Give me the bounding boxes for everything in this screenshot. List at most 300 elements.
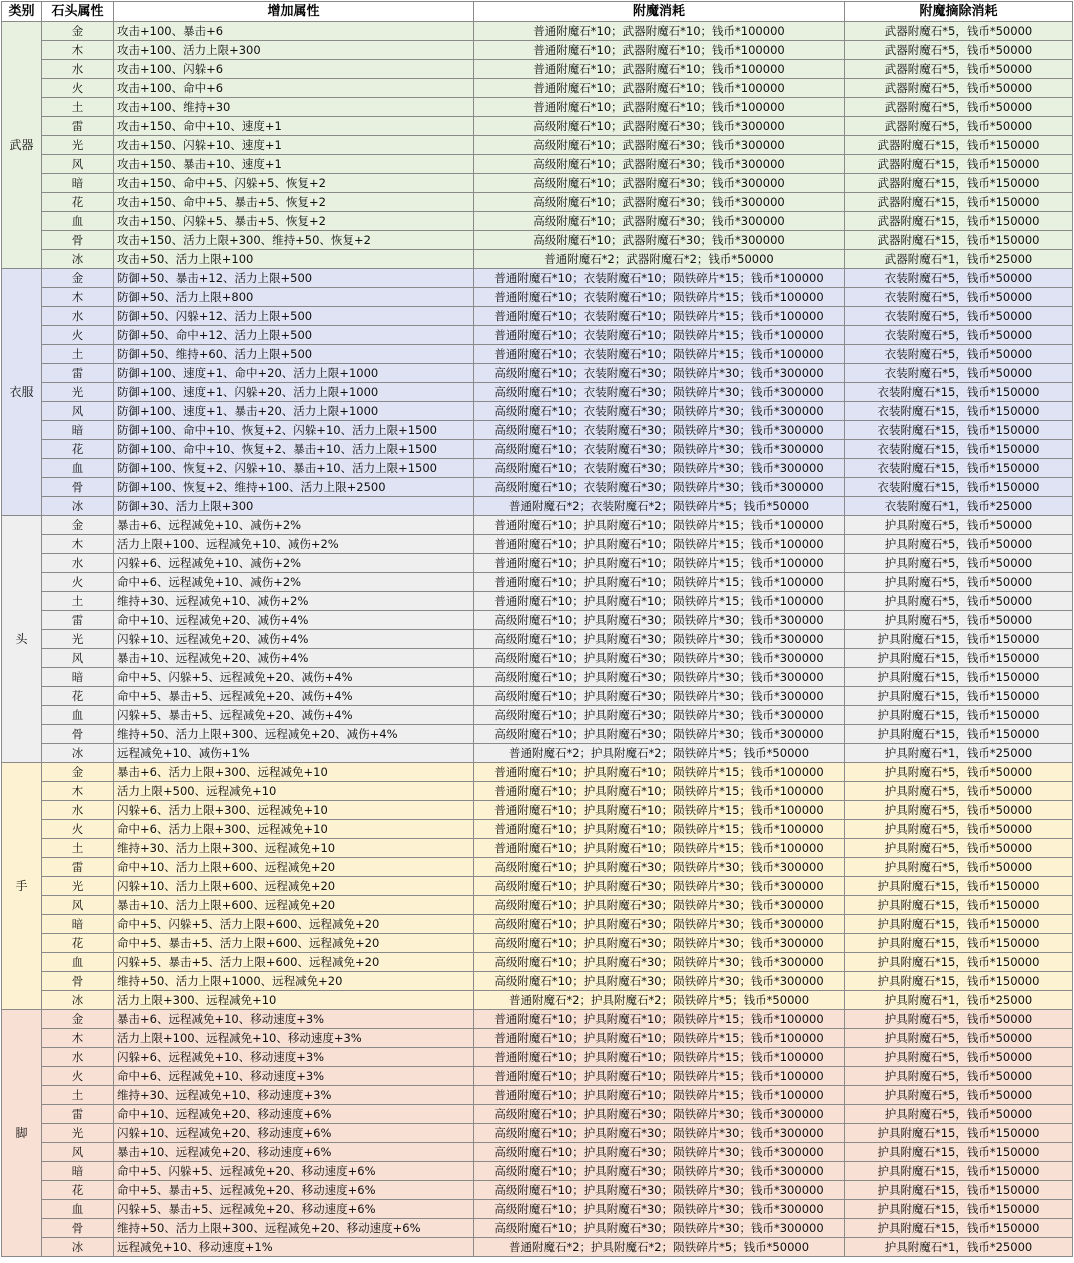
table-row — [2, 326, 1073, 345]
remove-cost-cell: 武器附魔石*1，钱币*25000 — [845, 250, 1073, 269]
category-cell: 脚 — [2, 1010, 42, 1257]
remove-cost-cell: 护具附魔石*5，钱币*50000 — [845, 858, 1073, 877]
table-header — [2, 2, 1073, 22]
attribute-cell: 攻击+50、活力上限+100 — [114, 250, 474, 269]
enchant-cost-cell: 普通附魔石*10；护具附魔石*10；陨铁碎片*15；钱币*100000 — [474, 573, 845, 592]
enchant-cost-cell: 普通附魔石*10；护具附魔石*10；陨铁碎片*15；钱币*100000 — [474, 839, 845, 858]
enchant-cost-cell: 高级附魔石*10；衣装附魔石*30；陨铁碎片*30；钱币*300000 — [474, 383, 845, 402]
table-row — [2, 535, 1073, 554]
enchant-cost-cell: 高级附魔石*10；护具附魔石*30；陨铁碎片*30；钱币*300000 — [474, 649, 845, 668]
enchant-cost-cell: 普通附魔石*10；衣装附魔石*10；陨铁碎片*15；钱币*100000 — [474, 307, 845, 326]
enchant-cost-cell: 高级附魔石*10；武器附魔石*30；钱币*300000 — [474, 193, 845, 212]
remove-cost-cell: 衣装附魔石*15，钱币*150000 — [845, 440, 1073, 459]
enchant-cost-cell: 高级附魔石*10；护具附魔石*30；陨铁碎片*30；钱币*300000 — [474, 896, 845, 915]
attribute-cell: 暴击+10、远程减免+20、减伤+4% — [114, 649, 474, 668]
attribute-cell: 防御+100、恢复+2、维持+100、活力上限+2500 — [114, 478, 474, 497]
attribute-cell: 命中+10、活力上限+600、远程减免+20 — [114, 858, 474, 877]
stone-cell: 火 — [42, 1067, 114, 1086]
category-cell: 衣服 — [2, 269, 42, 516]
attribute-cell: 防御+50、命中+12、活力上限+500 — [114, 326, 474, 345]
table-row — [2, 383, 1073, 402]
enchant-cost-cell: 高级附魔石*10；护具附魔石*30；陨铁碎片*30；钱币*300000 — [474, 1200, 845, 1219]
table-row — [2, 1200, 1073, 1219]
remove-cost-cell: 护具附魔石*5，钱币*50000 — [845, 1010, 1073, 1029]
table-row — [2, 668, 1073, 687]
remove-cost-cell: 护具附魔石*15，钱币*150000 — [845, 687, 1073, 706]
stone-cell: 花 — [42, 1181, 114, 1200]
attribute-cell: 维持+30、远程减免+10、移动速度+3% — [114, 1086, 474, 1105]
stone-cell: 风 — [42, 1143, 114, 1162]
stone-cell: 光 — [42, 136, 114, 155]
attribute-cell: 闪躲+6、远程减免+10、移动速度+3% — [114, 1048, 474, 1067]
stone-cell: 雷 — [42, 364, 114, 383]
remove-cost-cell: 护具附魔石*15，钱币*150000 — [845, 1219, 1073, 1238]
table-row — [2, 706, 1073, 725]
remove-cost-cell: 武器附魔石*15，钱币*150000 — [845, 155, 1073, 174]
remove-cost-cell: 护具附魔石*5，钱币*50000 — [845, 1105, 1073, 1124]
enchant-cost-cell: 高级附魔石*10；衣装附魔石*30；陨铁碎片*30；钱币*300000 — [474, 421, 845, 440]
attribute-cell: 远程减免+10、移动速度+1% — [114, 1238, 474, 1257]
remove-cost-cell: 护具附魔石*5，钱币*50000 — [845, 1067, 1073, 1086]
enchant-cost-cell: 普通附魔石*2；护具附魔石*2；陨铁碎片*5；钱币*50000 — [474, 991, 845, 1010]
stone-cell: 金 — [42, 269, 114, 288]
table-row — [2, 402, 1073, 421]
header-added-attribute: 增加属性 — [114, 2, 474, 22]
attribute-cell: 暴击+6、远程减免+10、减伤+2% — [114, 516, 474, 535]
stone-cell: 花 — [42, 193, 114, 212]
table-row — [2, 649, 1073, 668]
stone-cell: 花 — [42, 440, 114, 459]
table-row — [2, 22, 1073, 41]
table-row — [2, 839, 1073, 858]
enchant-cost-cell: 高级附魔石*10；武器附魔石*30；钱币*300000 — [474, 231, 845, 250]
table-row — [2, 497, 1073, 516]
remove-cost-cell: 武器附魔石*5，钱币*50000 — [845, 22, 1073, 41]
table-row — [2, 934, 1073, 953]
table-row — [2, 250, 1073, 269]
remove-cost-cell: 护具附魔石*15，钱币*150000 — [845, 972, 1073, 991]
table-row — [2, 478, 1073, 497]
enchant-cost-cell: 普通附魔石*10；武器附魔石*10；钱币*100000 — [474, 41, 845, 60]
category-group — [2, 516, 1073, 763]
stone-cell: 花 — [42, 934, 114, 953]
attribute-cell: 维持+30、活力上限+300、远程减免+10 — [114, 839, 474, 858]
stone-cell: 暗 — [42, 915, 114, 934]
attribute-cell: 闪躲+10、活力上限+600、远程减免+20 — [114, 877, 474, 896]
category-group — [2, 269, 1073, 516]
attribute-cell: 闪躲+5、暴击+5、活力上限+600、远程减免+20 — [114, 953, 474, 972]
table-row — [2, 991, 1073, 1010]
remove-cost-cell: 护具附魔石*15，钱币*150000 — [845, 896, 1073, 915]
attribute-cell: 攻击+100、命中+6 — [114, 79, 474, 98]
enchant-cost-cell: 高级附魔石*10；护具附魔石*30；陨铁碎片*30；钱币*300000 — [474, 668, 845, 687]
table-row — [2, 896, 1073, 915]
stone-cell: 土 — [42, 345, 114, 364]
enchant-cost-cell: 高级附魔石*10；武器附魔石*30；钱币*300000 — [474, 212, 845, 231]
stone-cell: 骨 — [42, 231, 114, 250]
table-row — [2, 79, 1073, 98]
stone-cell: 光 — [42, 383, 114, 402]
attribute-cell: 命中+5、暴击+5、活力上限+600、远程减免+20 — [114, 934, 474, 953]
table-row — [2, 1162, 1073, 1181]
attribute-cell: 防御+100、命中+10、恢复+2、暴击+10、活力上限+1500 — [114, 440, 474, 459]
remove-cost-cell: 护具附魔石*15，钱币*150000 — [845, 1181, 1073, 1200]
attribute-cell: 暴击+6、活力上限+300、远程减免+10 — [114, 763, 474, 782]
remove-cost-cell: 护具附魔石*15，钱币*150000 — [845, 915, 1073, 934]
table-row — [2, 1124, 1073, 1143]
remove-cost-cell: 护具附魔石*5，钱币*50000 — [845, 782, 1073, 801]
attribute-cell: 远程减免+10、减伤+1% — [114, 744, 474, 763]
table-row — [2, 212, 1073, 231]
stone-cell: 光 — [42, 1124, 114, 1143]
remove-cost-cell: 护具附魔石*1，钱币*25000 — [845, 1238, 1073, 1257]
table-row — [2, 858, 1073, 877]
enchant-cost-cell: 普通附魔石*10；武器附魔石*10；钱币*100000 — [474, 22, 845, 41]
enchant-cost-cell: 普通附魔石*10；护具附魔石*10；陨铁碎片*15；钱币*100000 — [474, 820, 845, 839]
attribute-cell: 攻击+150、命中+10、速度+1 — [114, 117, 474, 136]
enchant-cost-cell: 普通附魔石*10；武器附魔石*10；钱币*100000 — [474, 98, 845, 117]
remove-cost-cell: 护具附魔石*15，钱币*150000 — [845, 1124, 1073, 1143]
table-row — [2, 440, 1073, 459]
stone-cell: 水 — [42, 801, 114, 820]
attribute-cell: 命中+10、远程减免+20、减伤+4% — [114, 611, 474, 630]
remove-cost-cell: 衣装附魔石*5，钱币*50000 — [845, 269, 1073, 288]
table-row — [2, 573, 1073, 592]
attribute-cell: 命中+5、闪躲+5、活力上限+600、远程减免+20 — [114, 915, 474, 934]
attribute-cell: 防御+100、命中+10、恢复+2、闪躲+10、活力上限+1500 — [114, 421, 474, 440]
attribute-cell: 暴击+10、活力上限+600、远程减免+20 — [114, 896, 474, 915]
remove-cost-cell: 武器附魔石*5，钱币*50000 — [845, 60, 1073, 79]
stone-cell: 暗 — [42, 668, 114, 687]
attribute-cell: 命中+6、远程减免+10、移动速度+3% — [114, 1067, 474, 1086]
enchant-cost-cell: 高级附魔石*10；护具附魔石*30；陨铁碎片*30；钱币*300000 — [474, 725, 845, 744]
stone-cell: 木 — [42, 41, 114, 60]
enchant-cost-cell: 普通附魔石*10；护具附魔石*10；陨铁碎片*15；钱币*100000 — [474, 516, 845, 535]
table-row — [2, 782, 1073, 801]
category-group — [2, 1010, 1073, 1257]
enchant-cost-cell: 高级附魔石*10；武器附魔石*30；钱币*300000 — [474, 174, 845, 193]
table-row — [2, 1181, 1073, 1200]
enchant-cost-cell: 普通附魔石*10；护具附魔石*10；陨铁碎片*15；钱币*100000 — [474, 1048, 845, 1067]
enchant-cost-cell: 普通附魔石*10；护具附魔石*10；陨铁碎片*15；钱币*100000 — [474, 763, 845, 782]
stone-cell: 雷 — [42, 611, 114, 630]
attribute-cell: 命中+10、远程减免+20、移动速度+6% — [114, 1105, 474, 1124]
attribute-cell: 防御+30、活力上限+300 — [114, 497, 474, 516]
attribute-cell: 维持+50、活力上限+300、远程减免+20、移动速度+6% — [114, 1219, 474, 1238]
stone-cell: 血 — [42, 212, 114, 231]
table-row — [2, 1143, 1073, 1162]
enchant-cost-cell: 普通附魔石*10；护具附魔石*10；陨铁碎片*15；钱币*100000 — [474, 1067, 845, 1086]
attribute-cell: 攻击+150、活力上限+300、维持+50、恢复+2 — [114, 231, 474, 250]
remove-cost-cell: 武器附魔石*5，钱币*50000 — [845, 79, 1073, 98]
enchant-cost-cell: 高级附魔石*10；护具附魔石*30；陨铁碎片*30；钱币*300000 — [474, 1181, 845, 1200]
attribute-cell: 闪躲+6、远程减免+10、减伤+2% — [114, 554, 474, 573]
table-row — [2, 231, 1073, 250]
remove-cost-cell: 护具附魔石*15，钱币*150000 — [845, 953, 1073, 972]
remove-cost-cell: 护具附魔石*5，钱币*50000 — [845, 1048, 1073, 1067]
remove-cost-cell: 护具附魔石*15，钱币*150000 — [845, 1200, 1073, 1219]
table-row — [2, 288, 1073, 307]
stone-cell: 冰 — [42, 1238, 114, 1257]
stone-cell: 光 — [42, 630, 114, 649]
stone-cell: 冰 — [42, 250, 114, 269]
table-row — [2, 364, 1073, 383]
attribute-cell: 防御+100、速度+1、闪躲+20、活力上限+1000 — [114, 383, 474, 402]
table-row — [2, 801, 1073, 820]
stone-cell: 水 — [42, 60, 114, 79]
enchant-cost-cell: 高级附魔石*10；护具附魔石*30；陨铁碎片*30；钱币*300000 — [474, 706, 845, 725]
remove-cost-cell: 衣装附魔石*1，钱币*25000 — [845, 497, 1073, 516]
table-row — [2, 193, 1073, 212]
table-row — [2, 1048, 1073, 1067]
attribute-cell: 暴击+10、远程减免+20、移动速度+6% — [114, 1143, 474, 1162]
attribute-cell: 闪躲+10、远程减免+20、移动速度+6% — [114, 1124, 474, 1143]
stone-cell: 水 — [42, 554, 114, 573]
enchant-cost-cell: 高级附魔石*10；衣装附魔石*30；陨铁碎片*30；钱币*300000 — [474, 364, 845, 383]
stone-cell: 金 — [42, 516, 114, 535]
stone-cell: 雷 — [42, 117, 114, 136]
attribute-cell: 命中+6、远程减免+10、减伤+2% — [114, 573, 474, 592]
enchant-cost-cell: 高级附魔石*10；武器附魔石*30；钱币*300000 — [474, 136, 845, 155]
enchant-table — [1, 1, 1073, 1257]
remove-cost-cell: 护具附魔石*15，钱币*150000 — [845, 1162, 1073, 1181]
attribute-cell: 闪躲+5、暴击+5、远程减免+20、减伤+4% — [114, 706, 474, 725]
header-enchant-cost: 附魔消耗 — [474, 2, 845, 22]
enchant-cost-cell: 高级附魔石*10；护具附魔石*30；陨铁碎片*30；钱币*300000 — [474, 1162, 845, 1181]
table-row — [2, 725, 1073, 744]
remove-cost-cell: 护具附魔石*5，钱币*50000 — [845, 554, 1073, 573]
stone-cell: 火 — [42, 326, 114, 345]
attribute-cell: 活力上限+300、远程减免+10 — [114, 991, 474, 1010]
enchant-cost-cell: 普通附魔石*10；武器附魔石*10；钱币*100000 — [474, 79, 845, 98]
enchant-cost-cell: 高级附魔石*10；护具附魔石*30；陨铁碎片*30；钱币*300000 — [474, 953, 845, 972]
attribute-cell: 维持+50、活力上限+1000、远程减免+20 — [114, 972, 474, 991]
attribute-cell: 维持+50、活力上限+300、远程减免+20、减伤+4% — [114, 725, 474, 744]
attribute-cell: 攻击+100、活力上限+300 — [114, 41, 474, 60]
stone-cell: 暗 — [42, 421, 114, 440]
table-row — [2, 1086, 1073, 1105]
attribute-cell: 攻击+100、闪躲+6 — [114, 60, 474, 79]
attribute-cell: 命中+5、闪躲+5、远程减免+20、移动速度+6% — [114, 1162, 474, 1181]
stone-cell: 火 — [42, 820, 114, 839]
table-row — [2, 136, 1073, 155]
remove-cost-cell: 护具附魔石*5，钱币*50000 — [845, 535, 1073, 554]
category-group — [2, 22, 1073, 269]
category-group — [2, 763, 1073, 1010]
table-row — [2, 269, 1073, 288]
stone-cell: 冰 — [42, 744, 114, 763]
attribute-cell: 攻击+150、闪躲+5、暴击+5、恢复+2 — [114, 212, 474, 231]
table-row — [2, 345, 1073, 364]
attribute-cell: 防御+100、速度+1、暴击+20、活力上限+1000 — [114, 402, 474, 421]
remove-cost-cell: 衣装附魔石*5，钱币*50000 — [845, 345, 1073, 364]
table-row — [2, 592, 1073, 611]
enchant-cost-cell: 高级附魔石*10；衣装附魔石*30；陨铁碎片*30；钱币*300000 — [474, 402, 845, 421]
attribute-cell: 攻击+150、命中+5、暴击+5、恢复+2 — [114, 193, 474, 212]
table-row — [2, 60, 1073, 79]
stone-cell: 金 — [42, 763, 114, 782]
remove-cost-cell: 武器附魔石*5，钱币*50000 — [845, 117, 1073, 136]
stone-cell: 风 — [42, 155, 114, 174]
remove-cost-cell: 衣装附魔石*15，钱币*150000 — [845, 421, 1073, 440]
remove-cost-cell: 衣装附魔石*5，钱币*50000 — [845, 288, 1073, 307]
remove-cost-cell: 武器附魔石*5，钱币*50000 — [845, 98, 1073, 117]
attribute-cell: 攻击+150、闪躲+10、速度+1 — [114, 136, 474, 155]
enchant-cost-cell: 普通附魔石*10；护具附魔石*10；陨铁碎片*15；钱币*100000 — [474, 782, 845, 801]
enchant-cost-cell: 高级附魔石*10；护具附魔石*30；陨铁碎片*30；钱币*300000 — [474, 934, 845, 953]
stone-cell: 雷 — [42, 1105, 114, 1124]
enchant-cost-cell: 普通附魔石*2；衣装附魔石*2；陨铁碎片*5；钱币*50000 — [474, 497, 845, 516]
enchant-cost-cell: 高级附魔石*10；护具附魔石*30；陨铁碎片*30；钱币*300000 — [474, 1143, 845, 1162]
table-row — [2, 1029, 1073, 1048]
attribute-cell: 攻击+100、暴击+6 — [114, 22, 474, 41]
attribute-cell: 防御+100、恢复+2、闪躲+10、暴击+10、活力上限+1500 — [114, 459, 474, 478]
stone-cell: 土 — [42, 1086, 114, 1105]
attribute-cell: 防御+50、暴击+12、活力上限+500 — [114, 269, 474, 288]
stone-cell: 金 — [42, 1010, 114, 1029]
enchant-cost-cell: 高级附魔石*10；武器附魔石*30；钱币*300000 — [474, 155, 845, 174]
remove-cost-cell: 衣装附魔石*15，钱币*150000 — [845, 402, 1073, 421]
remove-cost-cell: 护具附魔石*5，钱币*50000 — [845, 801, 1073, 820]
category-cell: 武器 — [2, 22, 42, 269]
remove-cost-cell: 衣装附魔石*5，钱币*50000 — [845, 326, 1073, 345]
enchant-cost-cell: 普通附魔石*10；护具附魔石*10；陨铁碎片*15；钱币*100000 — [474, 801, 845, 820]
enchant-cost-cell: 普通附魔石*10；护具附魔石*10；陨铁碎片*15；钱币*100000 — [474, 1010, 845, 1029]
table-row — [2, 1219, 1073, 1238]
table-row — [2, 1067, 1073, 1086]
table-row — [2, 307, 1073, 326]
attribute-cell: 暴击+6、远程减免+10、移动速度+3% — [114, 1010, 474, 1029]
attribute-cell: 活力上限+500、远程减免+10 — [114, 782, 474, 801]
enchant-cost-cell: 高级附魔石*10；护具附魔石*30；陨铁碎片*30；钱币*300000 — [474, 630, 845, 649]
table-row — [2, 915, 1073, 934]
remove-cost-cell: 护具附魔石*15，钱币*150000 — [845, 877, 1073, 896]
remove-cost-cell: 武器附魔石*5，钱币*50000 — [845, 41, 1073, 60]
attribute-cell: 维持+30、远程减免+10、减伤+2% — [114, 592, 474, 611]
remove-cost-cell: 护具附魔石*5，钱币*50000 — [845, 573, 1073, 592]
stone-cell: 血 — [42, 953, 114, 972]
attribute-cell: 闪躲+10、远程减免+20、减伤+4% — [114, 630, 474, 649]
enchant-cost-cell: 高级附魔石*10；护具附魔石*30；陨铁碎片*30；钱币*300000 — [474, 1124, 845, 1143]
enchant-cost-cell: 高级附魔石*10；护具附魔石*30；陨铁碎片*30；钱币*300000 — [474, 687, 845, 706]
enchant-cost-cell: 高级附魔石*10；护具附魔石*30；陨铁碎片*30；钱币*300000 — [474, 915, 845, 934]
enchant-cost-cell: 高级附魔石*10；护具附魔石*30；陨铁碎片*30；钱币*300000 — [474, 611, 845, 630]
enchant-cost-cell: 普通附魔石*10；衣装附魔石*10；陨铁碎片*15；钱币*100000 — [474, 326, 845, 345]
enchant-cost-cell: 普通附魔石*2；护具附魔石*2；陨铁碎片*5；钱币*50000 — [474, 1238, 845, 1257]
category-cell: 头 — [2, 516, 42, 763]
table-row — [2, 820, 1073, 839]
enchant-cost-cell: 普通附魔石*2；武器附魔石*2；钱币*50000 — [474, 250, 845, 269]
enchant-cost-cell: 高级附魔石*10；衣装附魔石*30；陨铁碎片*30；钱币*300000 — [474, 459, 845, 478]
header-category: 类别 — [2, 2, 42, 22]
attribute-cell: 防御+50、维持+60、活力上限+500 — [114, 345, 474, 364]
table-row — [2, 155, 1073, 174]
table-row — [2, 1105, 1073, 1124]
stone-cell: 冰 — [42, 991, 114, 1010]
stone-cell: 骨 — [42, 972, 114, 991]
remove-cost-cell: 武器附魔石*15，钱币*150000 — [845, 231, 1073, 250]
enchant-cost-cell: 普通附魔石*10；武器附魔石*10；钱币*100000 — [474, 60, 845, 79]
stone-cell: 水 — [42, 307, 114, 326]
remove-cost-cell: 护具附魔石*5，钱币*50000 — [845, 592, 1073, 611]
enchant-cost-cell: 高级附魔石*10；衣装附魔石*30；陨铁碎片*30；钱币*300000 — [474, 478, 845, 497]
remove-cost-cell: 衣装附魔石*15，钱币*150000 — [845, 383, 1073, 402]
stone-cell: 木 — [42, 535, 114, 554]
table-row — [2, 174, 1073, 193]
stone-cell: 暗 — [42, 1162, 114, 1181]
attribute-cell: 攻击+150、命中+5、闪躲+5、恢复+2 — [114, 174, 474, 193]
header-stone-attribute: 石头属性 — [42, 2, 114, 22]
table-row — [2, 554, 1073, 573]
stone-cell: 木 — [42, 782, 114, 801]
enchant-cost-cell: 普通附魔石*10；护具附魔石*10；陨铁碎片*15；钱币*100000 — [474, 1086, 845, 1105]
remove-cost-cell: 衣装附魔石*15，钱币*150000 — [845, 459, 1073, 478]
table-row — [2, 972, 1073, 991]
category-cell: 手 — [2, 763, 42, 1010]
remove-cost-cell: 护具附魔石*15，钱币*150000 — [845, 725, 1073, 744]
remove-cost-cell: 护具附魔石*1，钱币*25000 — [845, 744, 1073, 763]
stone-cell: 骨 — [42, 478, 114, 497]
stone-cell: 木 — [42, 1029, 114, 1048]
stone-cell: 土 — [42, 592, 114, 611]
enchant-cost-cell: 普通附魔石*10；衣装附魔石*10；陨铁碎片*15；钱币*100000 — [474, 288, 845, 307]
enchant-cost-cell: 高级附魔石*10；护具附魔石*30；陨铁碎片*30；钱币*300000 — [474, 1219, 845, 1238]
stone-cell: 风 — [42, 649, 114, 668]
attribute-cell: 攻击+150、暴击+10、速度+1 — [114, 155, 474, 174]
remove-cost-cell: 护具附魔石*15，钱币*150000 — [845, 630, 1073, 649]
enchant-cost-cell: 高级附魔石*10；护具附魔石*30；陨铁碎片*30；钱币*300000 — [474, 972, 845, 991]
remove-cost-cell: 武器附魔石*15，钱币*150000 — [845, 212, 1073, 231]
enchant-cost-cell: 普通附魔石*10；衣装附魔石*10；陨铁碎片*15；钱币*100000 — [474, 345, 845, 364]
remove-cost-cell: 护具附魔石*15，钱币*150000 — [845, 668, 1073, 687]
stone-cell: 金 — [42, 22, 114, 41]
table-row — [2, 877, 1073, 896]
enchant-cost-cell: 普通附魔石*10；护具附魔石*10；陨铁碎片*15；钱币*100000 — [474, 1029, 845, 1048]
stone-cell: 水 — [42, 1048, 114, 1067]
table-row — [2, 516, 1073, 535]
table-row — [2, 744, 1073, 763]
table-row — [2, 1010, 1073, 1029]
stone-cell: 雷 — [42, 858, 114, 877]
attribute-cell: 防御+50、活力上限+800 — [114, 288, 474, 307]
stone-cell: 冰 — [42, 497, 114, 516]
attribute-cell: 命中+5、闪躲+5、远程减免+20、减伤+4% — [114, 668, 474, 687]
table-row — [2, 117, 1073, 136]
enchant-cost-cell: 高级附魔石*10；武器附魔石*30；钱币*300000 — [474, 117, 845, 136]
table-row — [2, 1238, 1073, 1257]
stone-cell: 土 — [42, 839, 114, 858]
table-row — [2, 459, 1073, 478]
stone-cell: 骨 — [42, 725, 114, 744]
stone-cell: 火 — [42, 573, 114, 592]
attribute-cell: 活力上限+100、远程减免+10、移动速度+3% — [114, 1029, 474, 1048]
table-row — [2, 611, 1073, 630]
header-remove-cost: 附魔摘除消耗 — [845, 2, 1073, 22]
stone-cell: 风 — [42, 402, 114, 421]
remove-cost-cell: 护具附魔石*5，钱币*50000 — [845, 1029, 1073, 1048]
remove-cost-cell: 护具附魔石*5，钱币*50000 — [845, 516, 1073, 535]
attribute-cell: 闪躲+5、暴击+5、远程减免+20、移动速度+6% — [114, 1200, 474, 1219]
enchant-cost-cell: 普通附魔石*10；衣装附魔石*10；陨铁碎片*15；钱币*100000 — [474, 269, 845, 288]
attribute-cell: 命中+5、暴击+5、远程减免+20、减伤+4% — [114, 687, 474, 706]
attribute-cell: 防御+50、闪躲+12、活力上限+500 — [114, 307, 474, 326]
remove-cost-cell: 武器附魔石*15，钱币*150000 — [845, 136, 1073, 155]
table-row — [2, 953, 1073, 972]
table-row — [2, 421, 1073, 440]
table-row — [2, 630, 1073, 649]
stone-cell: 血 — [42, 706, 114, 725]
table-row — [2, 41, 1073, 60]
